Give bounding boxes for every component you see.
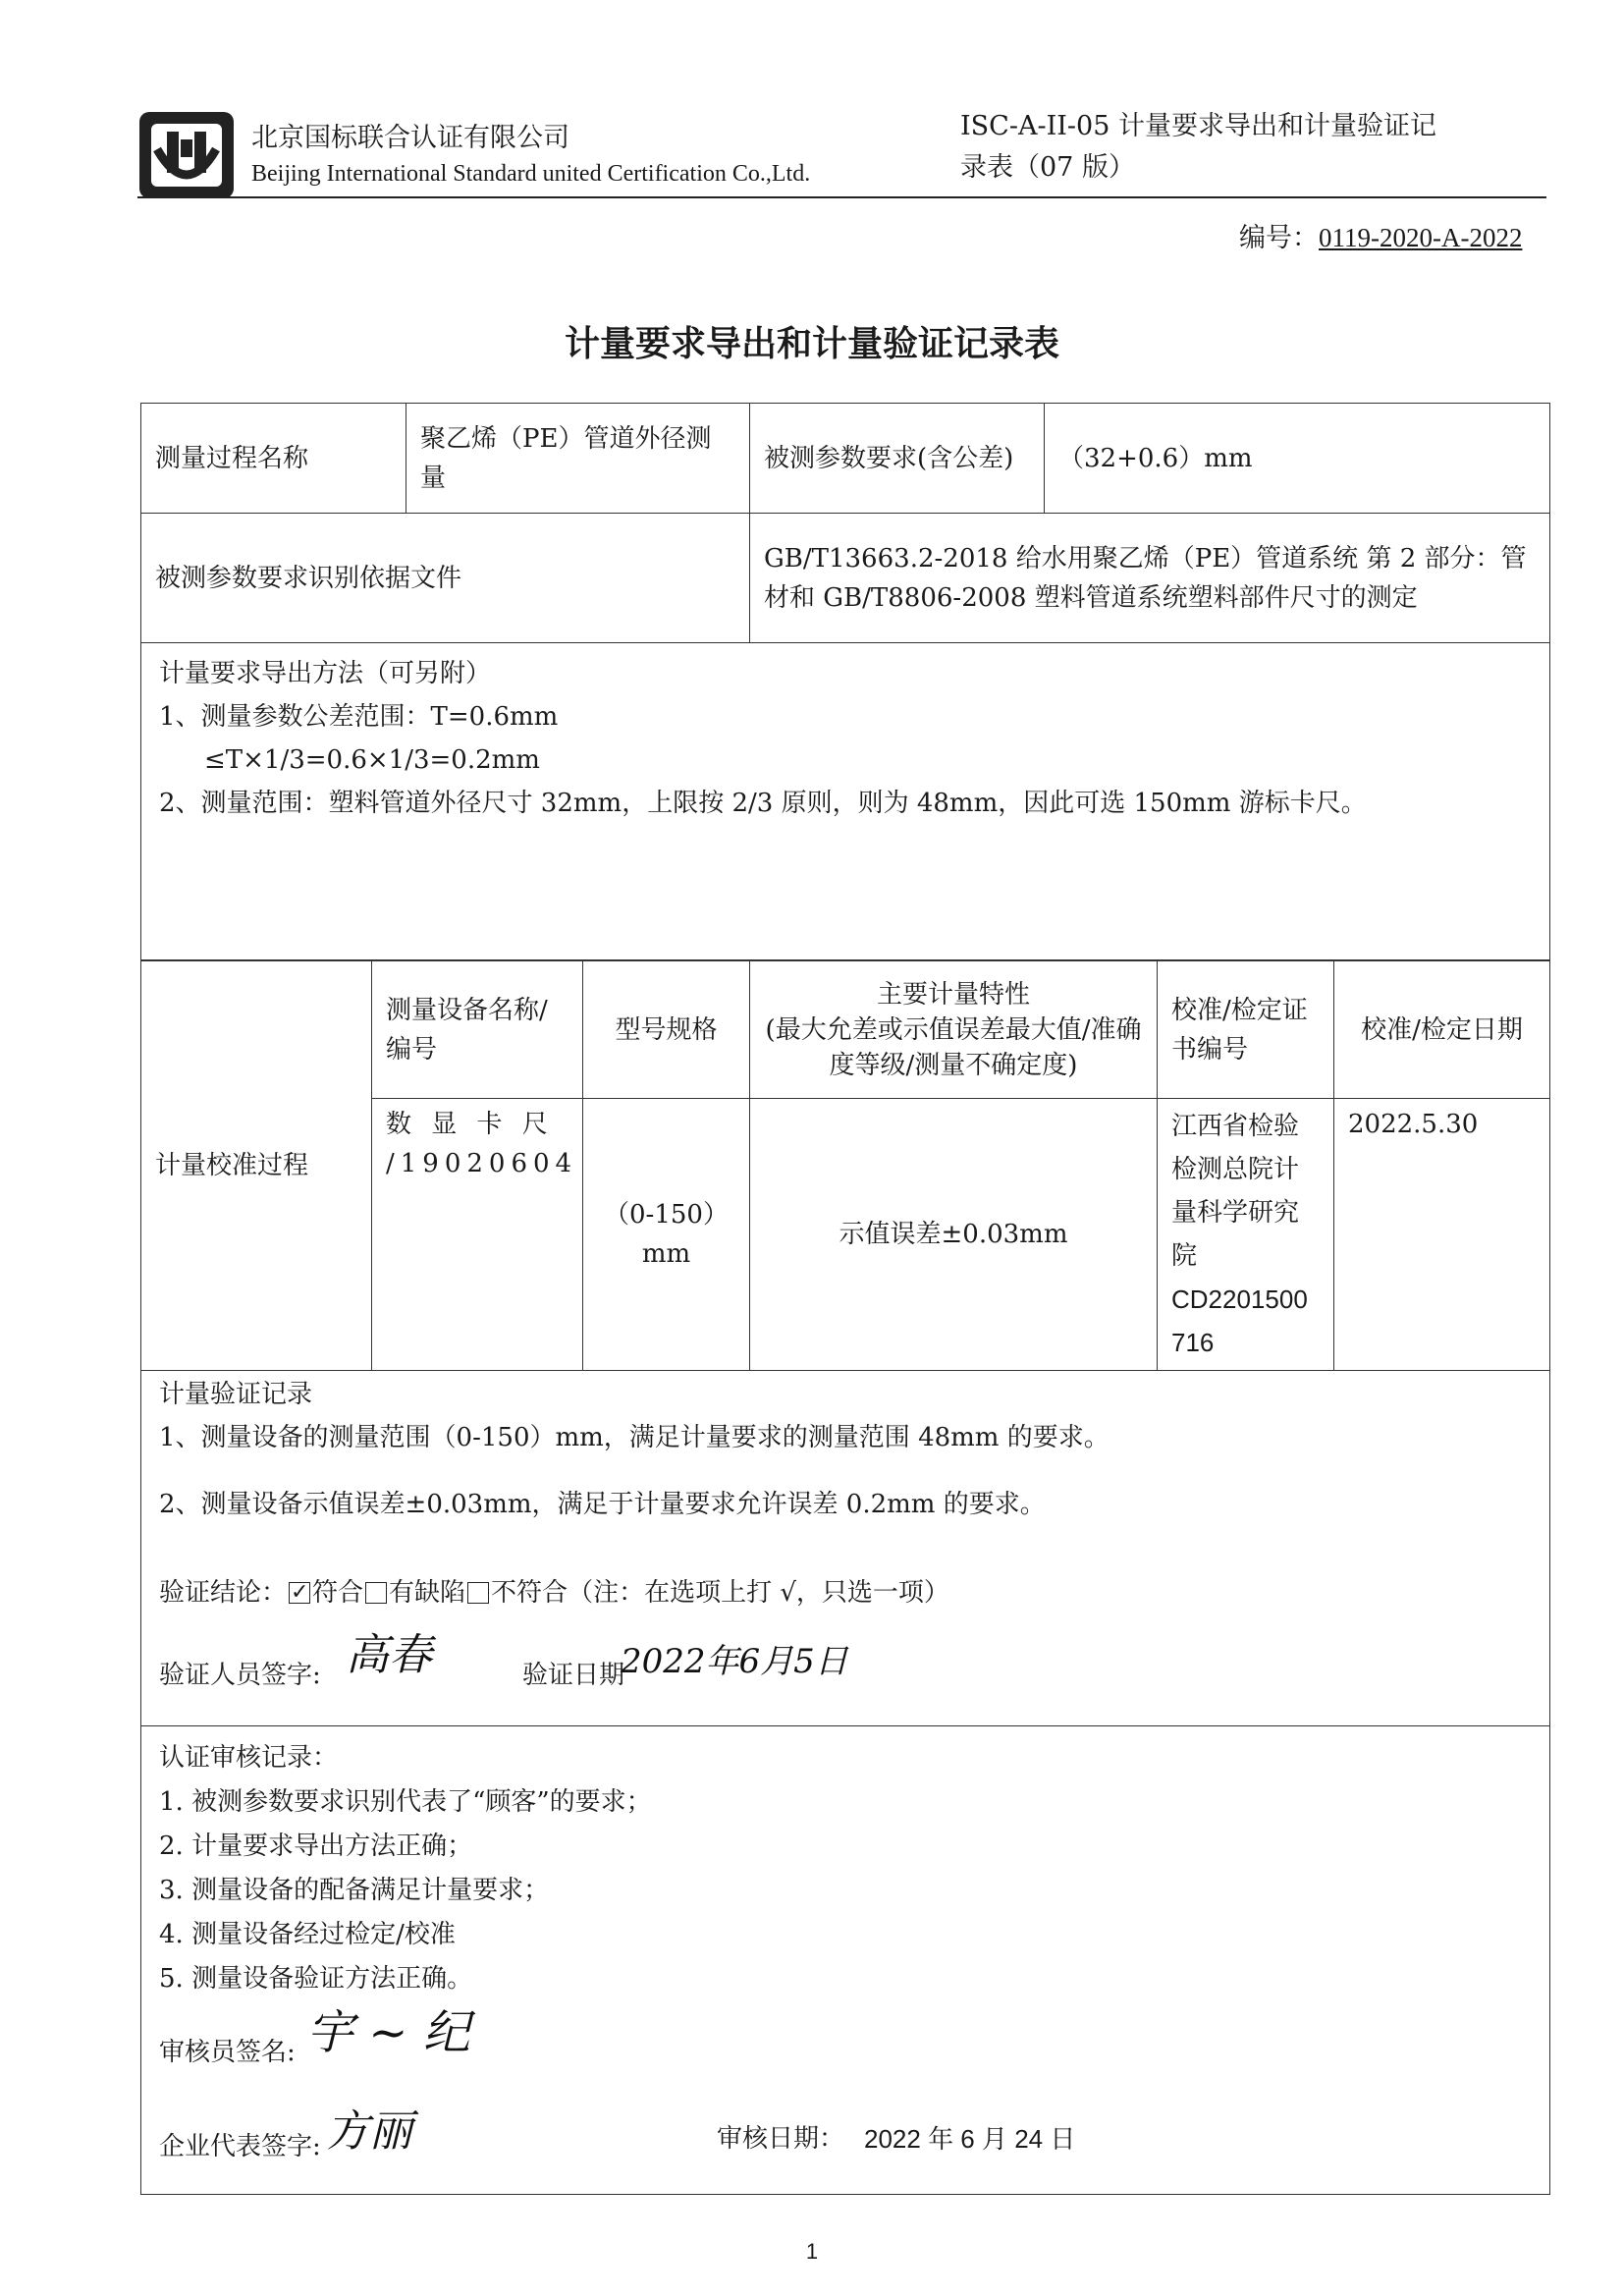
page-title: 计量要求导出和计量验证记录表 bbox=[564, 323, 1059, 364]
model-cell: （0-150）mm bbox=[583, 1099, 750, 1371]
form-code: ISC-A-II-05 计量要求导出和计量验证记 录表（07 版） bbox=[960, 111, 1436, 183]
verification-line-1: 1、测量设备的测量范围（0-150）mm，满足计量要求的测量范围 48mm 的要求。 bbox=[159, 1423, 1110, 1452]
company-logo bbox=[137, 110, 236, 200]
audit-item-1: 1. 被测参数要求识别代表了“顾客”的要求； bbox=[159, 1787, 652, 1817]
verification-section bbox=[140, 1363, 1550, 1726]
param-requirement-label: 被测参数要求(含公差) bbox=[750, 404, 1045, 514]
param-requirement-value: （32+0.6）mm bbox=[1045, 404, 1550, 514]
doc-number: 编号：0119-2020-A-2022 bbox=[1239, 223, 1523, 253]
record-form bbox=[140, 403, 1550, 2195]
audit-date-value: 2022 年 6 月 24 日 bbox=[864, 2124, 1076, 2154]
derivation-line-1: 1、测量参数公差范围：T=0.6mm bbox=[159, 702, 559, 732]
verifier-signature: 高春 bbox=[346, 1630, 432, 1680]
device-cell: 数 显 卡 尺 /19020604 bbox=[372, 1099, 583, 1371]
verification-conclusion: 验证结论：✓ 符合 有缺陷 不符合（注：在选项上打 √，只选一项） bbox=[159, 1571, 1532, 1614]
process-name-value: 聚乙烯（PE）管道外径测量 bbox=[406, 404, 750, 514]
auditor-sign-row: 审核员签名: 宇 ~ 纪 bbox=[159, 2005, 470, 2067]
option-fail-checkbox[interactable] bbox=[467, 1582, 489, 1604]
page-number: 1 bbox=[805, 2239, 819, 2264]
date-cell: 2022.5.30 bbox=[1334, 1099, 1550, 1371]
process-table bbox=[140, 403, 1550, 643]
cert-cell: 江西省检验检测总院计量科学研究院 CD2201500716 bbox=[1158, 1099, 1334, 1371]
audit-heading: 认证审核记录： bbox=[159, 1743, 339, 1773]
auditor-signature: 宇 ~ 纪 bbox=[306, 2005, 470, 2060]
derivation-line-2: ≤T×1/3=0.6×1/3=0.2mm bbox=[204, 745, 540, 775]
col-characteristic: 主要计量特性 (最大允差或示值误差最大值/准确度等级/测量不确定度) bbox=[750, 961, 1158, 1099]
option-defect-checkbox[interactable] bbox=[365, 1582, 387, 1604]
verification-heading: 计量验证记录 bbox=[159, 1380, 313, 1409]
process-name-label: 测量过程名称 bbox=[141, 404, 406, 514]
rep-sign-row: 企业代表签字: 方丽 审核日期： 2022 年 6 月 24 日 bbox=[159, 2106, 1076, 2161]
representative-signature: 方丽 bbox=[326, 2106, 412, 2157]
verification-date-handwritten: 2022年6月5日 bbox=[621, 1642, 848, 1681]
col-model: 型号规格 bbox=[583, 961, 750, 1099]
audit-item-5: 5. 测量设备验证方法正确。 bbox=[159, 1964, 473, 1994]
calibration-section-label: 计量校准过程 bbox=[141, 961, 372, 1371]
company-name-en: Beijing International Standard united Certification Co.,Ltd. bbox=[251, 161, 811, 187]
col-cert: 校准/检定证书编号 bbox=[1158, 961, 1334, 1099]
audit-section bbox=[140, 1726, 1550, 2195]
company-name-cn: 北京国标联合认证有限公司 bbox=[251, 123, 569, 153]
derivation-line-3: 2、测量范围：塑料管道外径尺寸 32mm，上限按 2/3 原则，则为 48mm，因此可选 150mm 游标卡尺。 bbox=[159, 789, 1367, 818]
col-date: 校准/检定日期 bbox=[1334, 961, 1550, 1099]
calibration-table bbox=[140, 960, 1550, 1371]
verification-sign-row: 验证人员签字: 高春 验证日期 2022年6月5日 bbox=[159, 1630, 848, 1690]
col-device: 测量设备名称/编号 bbox=[372, 961, 583, 1099]
verification-line-2: 2、测量设备示值误差±0.03mm，满足于计量要求允许误差 0.2mm 的要求。 bbox=[159, 1490, 1046, 1519]
audit-item-3: 3. 测量设备的配备满足计量要求； bbox=[159, 1876, 550, 1905]
option-pass-checkbox[interactable] bbox=[289, 1582, 310, 1604]
doc-number-value: 0119-2020-A-2022 bbox=[1319, 223, 1523, 252]
basis-doc-label: 被测参数要求识别依据文件 bbox=[141, 514, 750, 643]
basis-doc-value: GB/T13663.2-2018 给水用聚乙烯（PE）管道系统 第 2 部分：管材和 GB/T8806-2008 塑料管道系统塑料部件尺寸的测定 bbox=[750, 514, 1550, 643]
audit-item-4: 4. 测量设备经过检定/校准 bbox=[159, 1920, 456, 1949]
derivation-heading: 计量要求导出方法（可另附） bbox=[159, 659, 492, 688]
characteristic-cell: 示值误差±0.03mm bbox=[750, 1099, 1158, 1371]
audit-item-2: 2. 计量要求导出方法正确； bbox=[159, 1831, 473, 1861]
header-divider bbox=[137, 196, 1546, 198]
derivation-section bbox=[140, 642, 1550, 960]
